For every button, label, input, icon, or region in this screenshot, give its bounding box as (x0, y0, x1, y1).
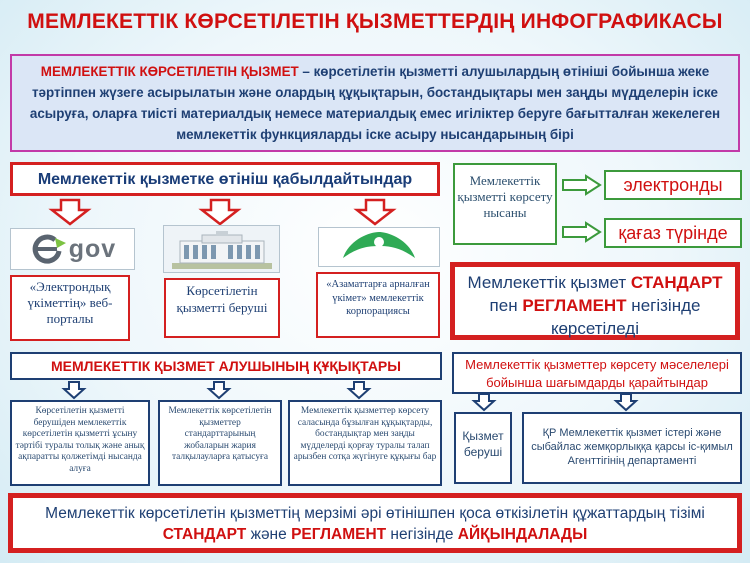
egov-e-icon (29, 234, 69, 264)
rights-header: МЕМЛЕКЕТТІК ҚЫЗМЕТ АЛУШЫНЫҢ ҚҰҚЫҚТАРЫ (10, 352, 442, 380)
down-arrow-icon (472, 393, 496, 411)
down-arrow-icon (50, 199, 90, 225)
standard-text: пен (489, 296, 523, 315)
acceptor-card-corporation (316, 272, 440, 338)
definition-box (10, 54, 740, 152)
standard-box (450, 262, 740, 340)
complaint-card-provider: Қызмет беруші (454, 412, 512, 484)
form-option-paper: қағаз түрінде (604, 218, 742, 248)
bottom-text: және (246, 526, 292, 543)
down-arrow-icon (347, 381, 371, 399)
down-arrow-icon (200, 199, 240, 225)
complaints-header: Мемлекеттік қызметтер көрсету мәселелері бойынша шағымдарды қарайтындар (452, 352, 742, 394)
acceptor-card-provider (164, 278, 280, 338)
gov-for-citizens-logo (318, 227, 440, 267)
egov-logo-text: gov (68, 234, 117, 263)
building-image (163, 225, 280, 273)
right-arrow-icon (562, 222, 602, 242)
determined-keyword: АЙҚЫНДАЛАДЫ (457, 526, 588, 543)
page-title: МЕМЛЕКЕТТІК КӨРСЕТІЛЕТІН ҚЫЗМЕТТЕРДІҢ ИНФОГРАФИКАСЫ (27, 10, 723, 33)
right-card-court: Мемлекеттік қызметтер көрсету саласында бұзылған құқықтарды, бостандықтар мен заңды мүдделерді қорғау туралы талап арызбен сотқа жүгінуге құқығы бар (288, 400, 442, 486)
building-icon (172, 229, 272, 269)
standard-keyword: СТАНДАРТ (162, 526, 247, 543)
bottom-statement (8, 493, 742, 553)
right-card-discussion: Мемлекеттік көрсетілетін қызметтер стандарттарының жобаларын жария талқылауларға қатысуға (158, 400, 282, 486)
definition-term: МЕМЛЕКЕТТІК КӨРСЕТІЛЕТІН ҚЫЗМЕТ (40, 64, 299, 79)
down-arrow-icon (62, 381, 86, 399)
form-option-electronic: электронды (604, 170, 742, 200)
down-arrow-icon (614, 393, 638, 411)
acceptor-label: Көрсетілетін қызметті беруші (176, 283, 268, 315)
acceptor-label: «Азаматтарға арналған үкімет» мемлекеттік корпорациясы (326, 279, 430, 317)
complaint-card-agency: ҚР Мемлекеттік қызмет істері және сыбайлас жемқорлыққа қарсы іс-қимыл Агенттігінің департаменті (522, 412, 742, 484)
regulation-keyword: РЕГЛАМЕНТ (291, 526, 387, 543)
bottom-text: Мемлекеттік көрсетілетін қызметтің мерзімі әрі өтінішпен қоса өткізілетін құжаттардың тізімі (45, 505, 705, 522)
right-card-information: Көрсетілетін қызметті берушіден мемлекеттік көрсетілетін қызметті ұсыну тәртібі туралы толық және анық ақпаратты қолжетімді нысанда алуға (10, 400, 150, 486)
down-arrow-icon (207, 381, 231, 399)
standard-keyword: СТАНДАРТ (630, 273, 723, 292)
bottom-text: негізінде (386, 526, 458, 543)
citizens-logo-icon (339, 230, 419, 264)
regulation-keyword: РЕГЛАМЕНТ (522, 296, 627, 315)
service-form-box: Мемлекеттік қызметті көрсету нысаны (453, 163, 557, 245)
acceptor-label: «Электрондық үкіметтің» веб-порталы (27, 279, 113, 326)
acceptor-card-egov (10, 275, 130, 341)
acceptors-header: Мемлекеттік қызметке өтініш қабылдайтындар (10, 162, 440, 196)
egov-logo (10, 228, 135, 270)
definition-text: – көрсетілетін қызметті алушылардың өтініші бойынша жеке тәртіппен жүзеге асырылатын және олардың құқықтарын, бостандықтары мен заңды мүдделерін іске асыруға, оларға тиісті материалдық немесе материалдық емес игіліктер беруге бағытталған жекелеген мемлекеттік функцияларды іске асыру нысандарының бірі (29, 64, 721, 142)
standard-text: Мемлекеттік қызмет (467, 273, 631, 292)
right-arrow-icon (562, 175, 602, 195)
down-arrow-icon (355, 199, 395, 225)
standard-text: негізінде көрсетіледі (551, 296, 701, 338)
